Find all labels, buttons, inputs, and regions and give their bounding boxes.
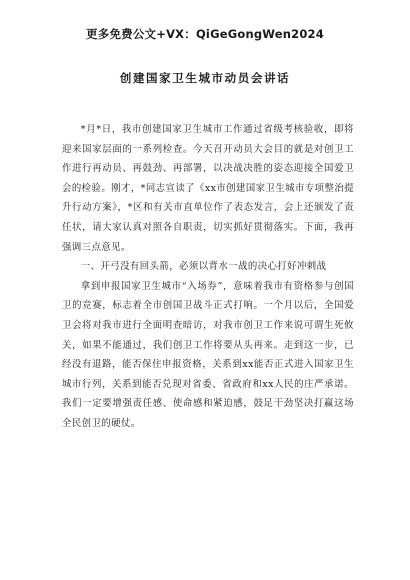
paragraph-intro: *月*日，我市创建国家卫生城市工作通过省级考核验收，即将迎来国家层面的一系列检查。今天召开动员大会目的就是对创卫工作进行再动员、再鼓劲、再部署，以决战决胜的姿态迎接全国爱卫会的检验。刚才，*同志宣读了《xx市创建国家卫生城市专项整治提升行动方案》，*区和有关市直单位作了表态发言，会上还颁发了责任状，请大家认真对照各自职责，切实抓好贯彻落实。下面，我再强调三点意见。 <box>62 124 354 253</box>
document-body <box>62 120 354 434</box>
paragraph-section-1: 拿到申报国家卫生城市“入场券”，意味着我市有资格参与创国卫的竞赛，标志着全市创国卫战斗正式打响。一个月以后，全国爱卫会将对我市进行全面明查暗访，对我市创卫工作来说可谓生死攸关，如果不能通过，我们创卫工作将要从头再来。走到这一步，已经没有退路，能否保住申报资格，关系到xx能否正式进入国家卫生城市行列，关系到能否兑现对省委、省政府和xx人民的庄严承诺。我们一定要增强责任感、使命感和紧迫感，鼓足干劲坚决打赢这场全民创卫的硬仗。 <box>62 280 354 429</box>
document-title: 创建国家卫生城市动员会讲话 <box>119 71 291 85</box>
section-heading-1: 一、开弓没有回头箭，必须以背水一战的决心打好冲刺战 <box>80 261 327 273</box>
watermark-text: 更多免费公文+VX：QiGeGongWen2024 <box>86 27 324 41</box>
